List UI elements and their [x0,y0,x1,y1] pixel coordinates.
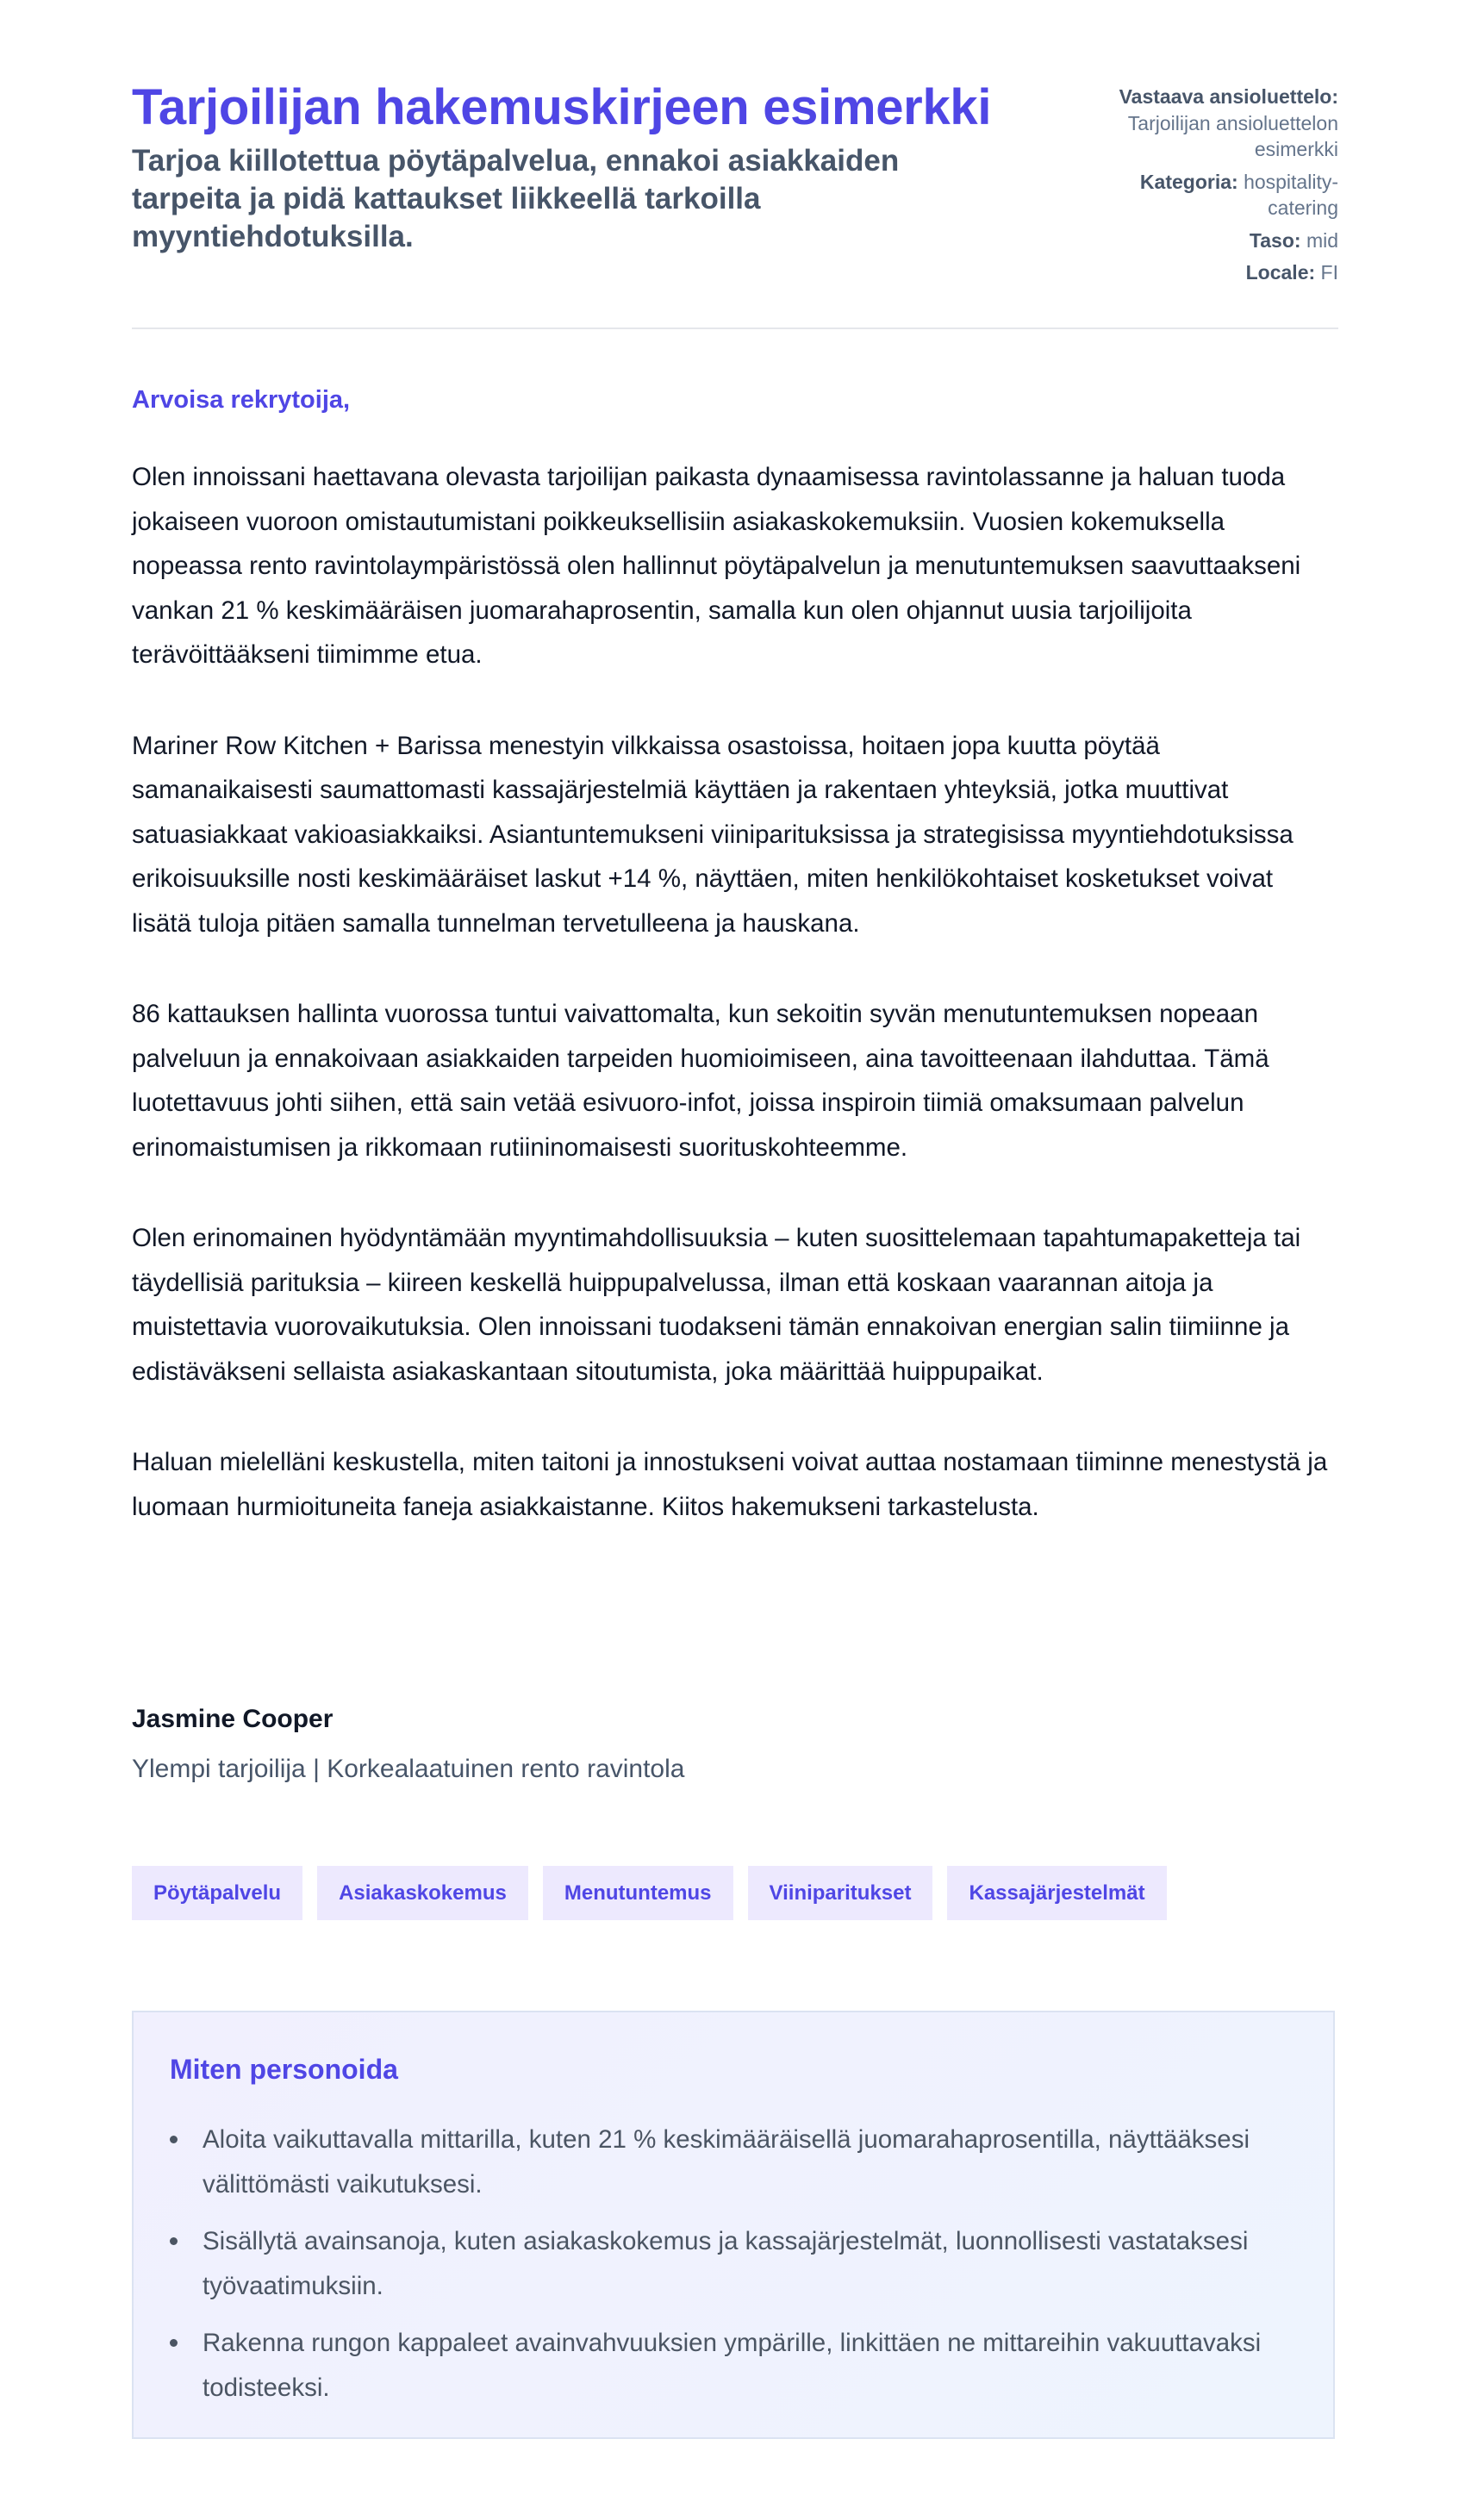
skill-tag[interactable]: Menutuntemus [543,1866,733,1920]
tips-item [170,2118,1290,2206]
meta-level [1080,228,1338,254]
skill-tag[interactable]: Pöytäpalvelu [132,1866,302,1920]
signature-name: Jasmine Cooper [132,1705,334,1733]
meta-resume-link[interactable]: Tarjoilijan ansioluettelon esimerkki [1127,111,1338,161]
page-subtitle: Tarjoa kiillotettua pöytäpalvelua, ennakoi asiakkaiden tarpeita ja pidä kattaukset liikkeellä tarkoilla myyntiehdotuksilla. [132,144,900,253]
tips-item-text: Aloita vaikuttavalla mittarilla, kuten 21 % keskimääräisellä juomarahaprosentilla, näyttääksesi välittömästi vaikutuksesi. [203,2125,1250,2199]
personalization-tips [132,2011,1335,2439]
tips-list [170,2118,1290,2423]
meta-resume [1080,84,1338,163]
meta-panel [1080,84,1338,292]
meta-level-value: mid [1306,228,1338,252]
tips-item-text: Sisällytä avainsanoja, kuten asiakaskokemus ja kassajärjestelmät, luonnollisesti vastataksesi työvaatimuksiin. [203,2227,1249,2300]
meta-category-value: hospitality-catering [1244,170,1338,220]
signature-title: Ylempi tarjoilija | Korkealaatuinen rento ravintola [132,1755,685,1783]
bullet-icon [170,2136,178,2143]
skill-tag[interactable]: Viiniparitukset [748,1866,933,1920]
letter-greeting: Arvoisa rekrytoija, [132,386,351,414]
cover-letter-page [132,0,1338,2402]
tips-title: Miten personoida [170,2054,398,2085]
letter-body [132,455,1338,1575]
skill-tag[interactable]: Asiakaskokemus [317,1866,528,1920]
meta-resume-label: Vastaava ansioluettelo: [1119,85,1338,108]
meta-level-label: Taso: [1249,228,1301,252]
page-title: Tarjoilijan hakemuskirjeen esimerkki [132,79,992,135]
letter-paragraph: Mariner Row Kitchen + Barissa menestyin vilkkaissa osastoissa, hoitaen jopa kuutta pöytää samanaikaisesti saumattomasti kassajärjestelmiä käyttäen ja rakentaen yhteyksiä, jotka muuttivat satuasiakkaat vakioasiakkaiksi. Asiantuntemukseni viiniparituksissa ja strategisissa myyntiehdotuksissa erikoisuuksille nosti keskimääräiset laskut +14 %, näyttäen, miten henkilökohtaiset kosketukset voivat lisätä tuloja pitäen samalla tunnelman tervetulleena ja hauskana. [132,731,1294,938]
letter-paragraph: Olen erinomainen hyödyntämään myyntimahdollisuuksia – kuten suosittelemaan tapahtumapaketteja tai täydellisiä parituksia – kiireen keskellä huippupalvelussa, ilman että koskaan vaarannan aitoja ja muistettavia vuorovaikutuksia. Olen innoissani tuodakseni tämän ennakoivan energian salin tiimiinne ja edistäväkseni sellaista asiakaskantaan sitoutumista, joka määrittää huippupaikat. [132,1224,1301,1386]
letter-paragraph: Olen innoissani haettavana olevasta tarjoilijan paikasta dynaamisessa ravintolassanne ja haluan tuoda jokaiseen vuoroon omistautumistani poikkeuksellisiin asiakaskokemuksiin. Vuosien kokemuksella nopeassa rento ravintolaympäristössä olen hallinnut pöytäpalvelun ja menutuntemuksen saavuttaakseni vankan 21 % keskimääräisen juomarahaprosentin, samalla kun olen ohjannut uusia tarjoilijoita terävöittääkseni tiimimme etua. [132,463,1301,669]
bullet-icon [170,2237,178,2245]
tips-item [170,2219,1290,2308]
bullet-icon [170,2339,178,2347]
meta-category [1080,169,1338,221]
letter-paragraph: 86 kattauksen hallinta vuorossa tuntui vaivattomalta, kun sekoitin syvän menutuntemuksen nopeaan palveluun ja ennakoivaan asiakkaiden tarpeiden huomioimiseen, aina tavoitteenaan ilahduttaa. Tämä luotettavuus johti siihen, että sain vetää esivuoro-infot, joissa inspiroin tiimiä omaksumaan palvelun erinomaistumisen ja rikkomaan rutiininomaisesti suorituskohteemme. [132,1000,1269,1162]
skill-tags [132,1866,1167,1920]
tips-item [170,2321,1290,2410]
tips-item-text: Rakenna rungon kappaleet avainvahvuuksien ympärille, linkittäen ne mittareihin vakuuttavaksi todisteeksi. [203,2329,1262,2402]
meta-locale-label: Locale: [1245,261,1316,284]
meta-locale-value: FI [1320,261,1338,284]
skill-tag[interactable]: Kassajärjestelmät [947,1866,1166,1920]
page-header [132,0,1338,329]
meta-locale [1080,259,1338,286]
meta-category-label: Kategoria: [1139,170,1238,193]
letter-paragraph: Haluan mielelläni keskustella, miten taitoni ja innostukseni voivat auttaa nostamaan tiiminne menestystä ja luomaan hurmioituneita faneja asiakkaistanne. Kiitos hakemukseni tarkastelusta. [132,1448,1328,1521]
